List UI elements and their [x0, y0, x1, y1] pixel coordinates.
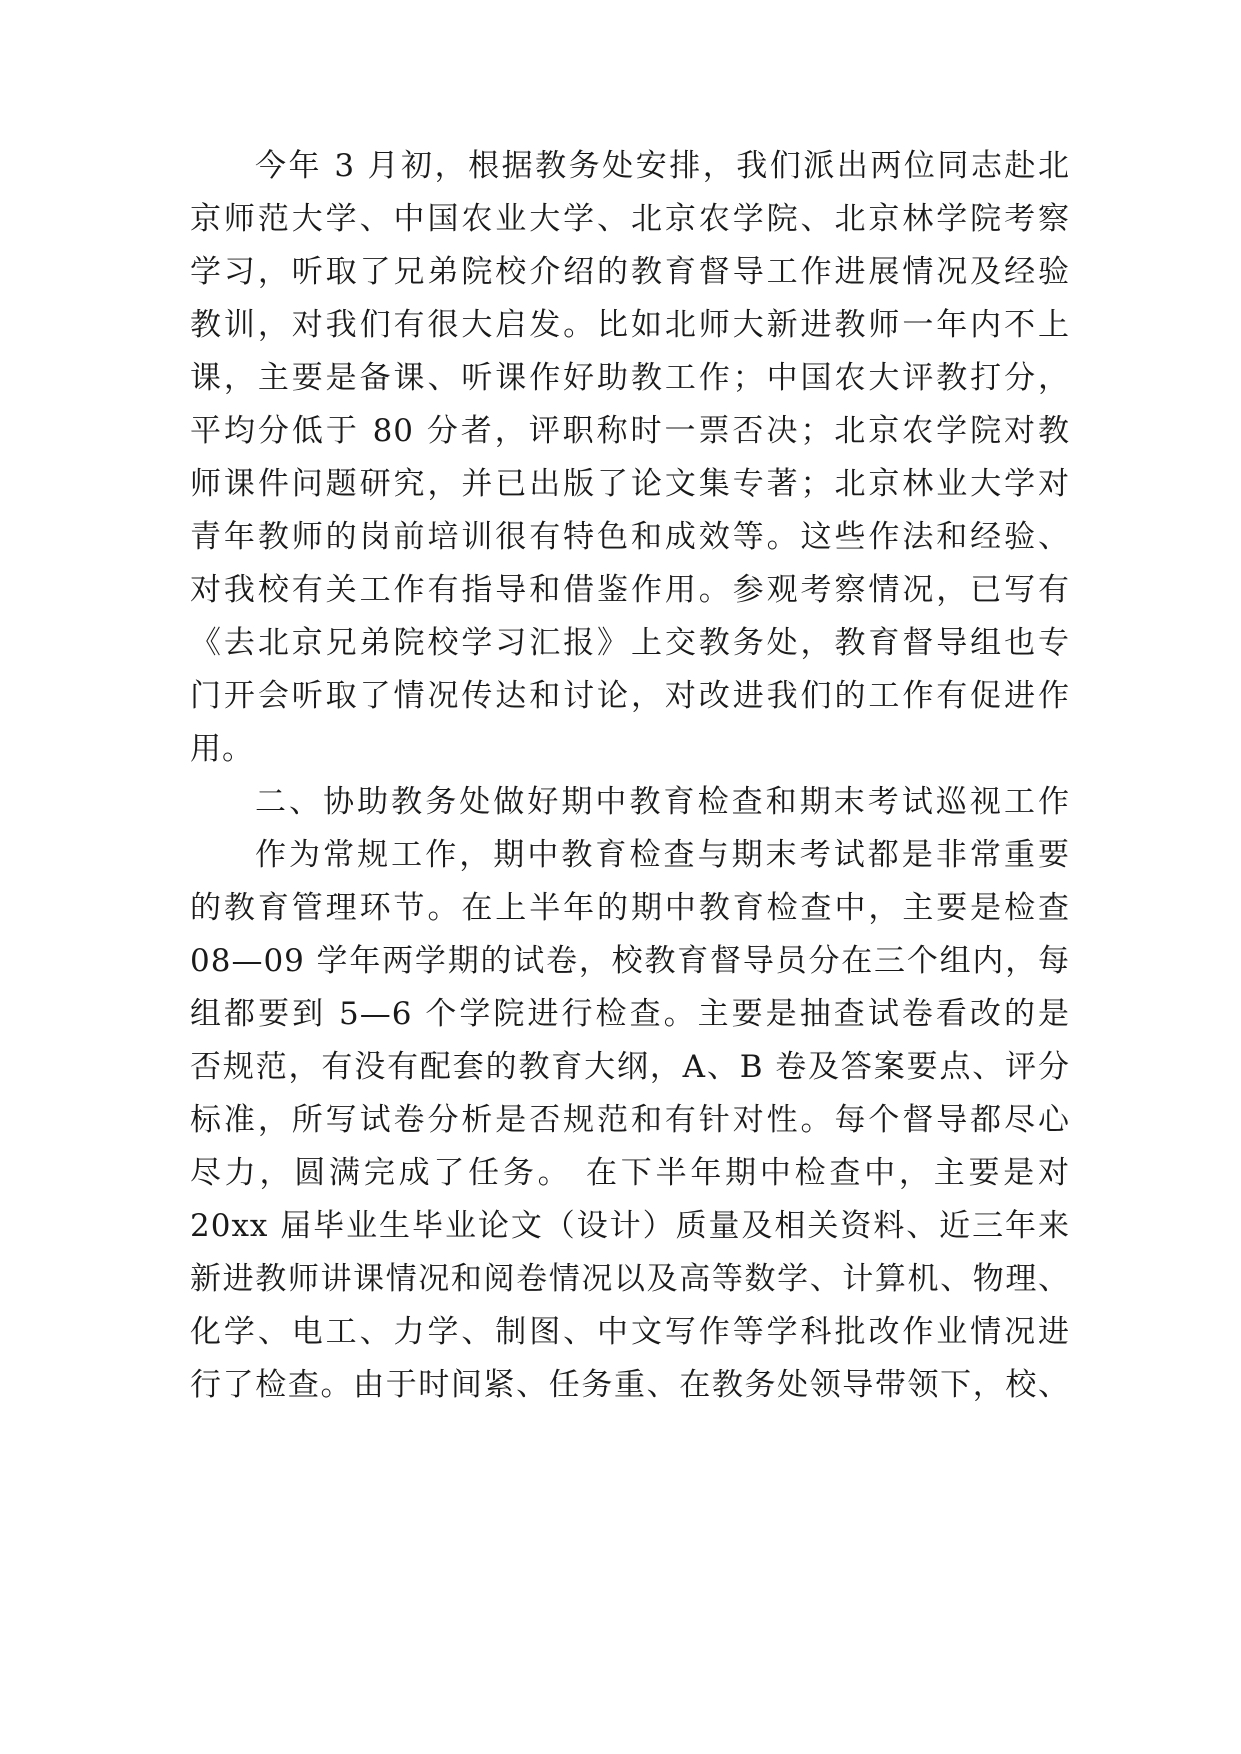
paragraph-line: 尽力，圆满完成了任务。 在下半年期中检查中，主要是对 [190, 1155, 1070, 1191]
paragraph-line: 作为常规工作，期中教育检查与期末考试都是非常重要 [255, 837, 1070, 873]
paragraph-line: 08—09 学年两学期的试卷，校教育督导员分在三个组内，每 [190, 943, 1070, 979]
paragraph-line: 学习，听取了兄弟院校介绍的教育督导工作进展情况及经验 [190, 254, 1070, 290]
paragraph-line: 平均分低于 80 分者，评职称时一票否决；北京农学院对教 [190, 413, 1070, 449]
paragraph-line: 青年教师的岗前培训很有特色和成效等。这些作法和经验、 [190, 519, 1070, 555]
paragraph-line: 课，主要是备课、听课作好助教工作；中国农大评教打分， [190, 360, 1070, 396]
paragraph-line: 用。 [190, 731, 254, 767]
paragraph-line: 化学、电工、力学、制图、中文写作等学科批改作业情况进 [190, 1314, 1070, 1350]
paragraph-line: 京师范大学、中国农业大学、北京农学院、北京林学院考察 [190, 201, 1070, 237]
paragraph-line: 新进教师讲课情况和阅卷情况以及高等数学、计算机、物理、 [190, 1261, 1070, 1297]
section-heading: 二、协助教务处做好期中教育检查和期末考试巡视工作 [255, 784, 1070, 820]
paragraph-line: 组都要到 5—6 个学院进行检查。主要是抽查试卷看改的是 [190, 996, 1070, 1032]
paragraph-line: 否规范，有没有配套的教育大纲，A、B 卷及答案要点、评分 [190, 1049, 1070, 1085]
paragraph-line: 门开会听取了情况传达和讨论，对改进我们的工作有促进作 [190, 678, 1070, 714]
paragraph-line: 今年 3 月初，根据教务处安排，我们派出两位同志赴北 [255, 148, 1070, 184]
paragraph-line: 教训，对我们有很大启发。比如北师大新进教师一年内不上 [190, 307, 1070, 343]
paragraph-line: 标准，所写试卷分析是否规范和有针对性。每个督导都尽心 [190, 1102, 1070, 1138]
paragraph-line: 对我校有关工作有指导和借鉴作用。参观考察情况，已写有 [190, 572, 1070, 608]
paragraph-line: 的教育管理环节。在上半年的期中教育检查中，主要是检查 [190, 890, 1070, 926]
paragraph-line: 师课件问题研究，并已出版了论文集专著；北京林业大学对 [190, 466, 1070, 502]
paragraph-line: 20xx 届毕业生毕业论文（设计）质量及相关资料、近三年来 [190, 1208, 1070, 1244]
paragraph-line: 行了检查。由于时间紧、任务重、在教务处领导带领下，校、 [190, 1367, 1070, 1403]
paragraph-line: 《去北京兄弟院校学习汇报》上交教务处，教育督导组也专 [190, 625, 1070, 661]
